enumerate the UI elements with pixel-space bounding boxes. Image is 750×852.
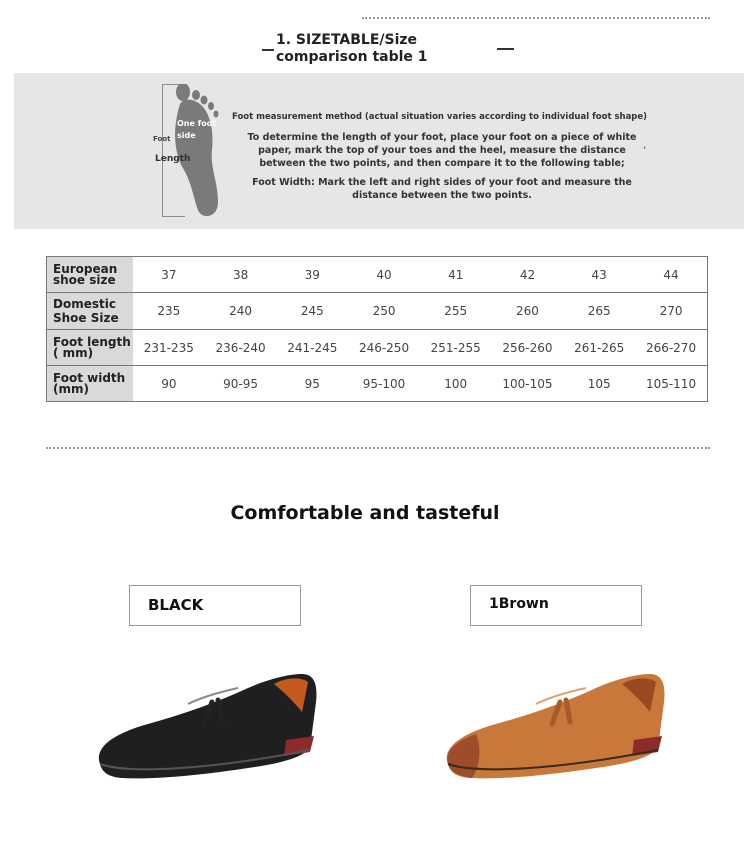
table-cell: 100: [420, 366, 492, 402]
row-header: Foot length ( mm): [47, 330, 134, 366]
size-table: [46, 256, 708, 402]
color-option-black[interactable]: [129, 585, 301, 626]
title-dash-right: [497, 48, 514, 50]
length-label: Length: [155, 154, 191, 164]
stray-mark: ,: [643, 140, 647, 151]
table-cell: 236-240: [205, 330, 277, 366]
table-cell: 241-245: [276, 330, 348, 366]
table-cell: 255: [420, 293, 492, 330]
color-option-label: 1Brown: [489, 596, 549, 612]
table-cell: 245: [276, 293, 348, 330]
color-option-label: BLACK: [148, 596, 204, 614]
table-cell: 246-250: [348, 330, 420, 366]
table-cell: 41: [420, 257, 492, 293]
one-foot-side-label: One foot side: [177, 119, 217, 140]
foot-label: Foot: [153, 135, 171, 143]
table-cell: 270: [635, 293, 707, 330]
table-cell: 231-235: [133, 330, 205, 366]
table-cell: 251-255: [420, 330, 492, 366]
table-cell: 265: [563, 293, 635, 330]
size-table-title: 1. SIZETABLE/Size comparison table 1: [276, 32, 428, 65]
title-dash-left: [262, 49, 274, 51]
table-row: [47, 293, 708, 330]
table-cell: 240: [205, 293, 277, 330]
table-cell: 256-260: [492, 330, 564, 366]
row-header: Domestic Shoe Size: [47, 293, 134, 330]
row-header: Foot width (mm): [47, 366, 134, 402]
table-cell: 105-110: [635, 366, 707, 402]
table-cell: 90-95: [205, 366, 277, 402]
table-cell: 235: [133, 293, 205, 330]
table-cell: 95: [276, 366, 348, 402]
width-instructions: Foot Width: Mark the left and right sides of your foot and measure the distance between the two points.: [252, 177, 632, 201]
tagline: Comfortable and tasteful: [230, 502, 500, 524]
footprint-icon: [170, 84, 230, 220]
length-instructions: To determine the length of your foot, place your foot on a piece of white paper, mark the top of your toes and the heel, measure the distance between the two points, and then compare it to the following table;: [247, 132, 637, 169]
table-cell: 40: [348, 257, 420, 293]
row-header: European shoe size: [47, 257, 134, 293]
table-cell: 250: [348, 293, 420, 330]
table-row: [47, 366, 708, 402]
table-row: [47, 257, 708, 293]
table-cell: 39: [276, 257, 348, 293]
table-row: [47, 330, 708, 366]
top-divider: [362, 17, 710, 19]
color-option-brown[interactable]: [470, 585, 642, 626]
brown-loafer-image: [436, 652, 676, 792]
table-cell: 38: [205, 257, 277, 293]
table-cell: 43: [563, 257, 635, 293]
method-title: Foot measurement method (actual situation varies according to individual foot shape): [232, 112, 648, 122]
table-cell: 37: [133, 257, 205, 293]
table-cell: 266-270: [635, 330, 707, 366]
table-cell: 44: [635, 257, 707, 293]
table-cell: 260: [492, 293, 564, 330]
black-loafer-image: [88, 652, 328, 792]
table-cell: 105: [563, 366, 635, 402]
table-cell: 90: [133, 366, 205, 402]
table-cell: 42: [492, 257, 564, 293]
table-cell: 261-265: [563, 330, 635, 366]
table-cell: 95-100: [348, 366, 420, 402]
middle-divider: [46, 447, 710, 449]
table-cell: 100-105: [492, 366, 564, 402]
